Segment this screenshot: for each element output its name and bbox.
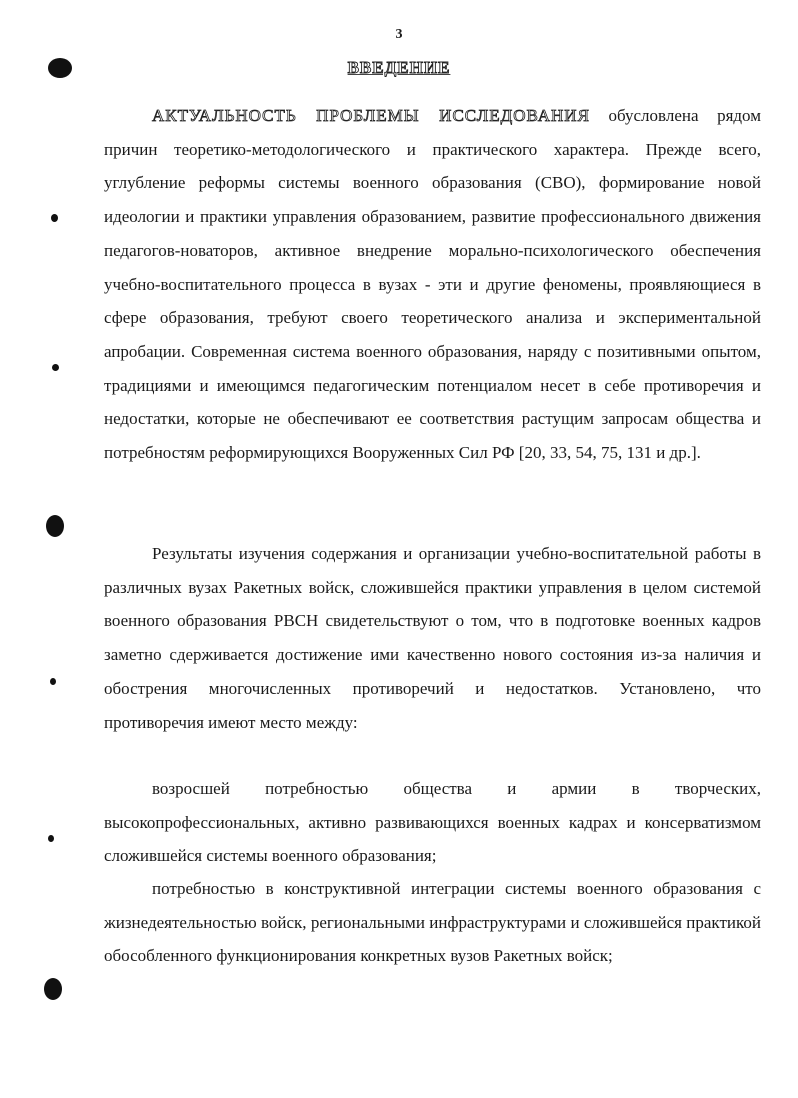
scan-hole-mark [48, 58, 72, 78]
page-number: 3 [395, 27, 403, 42]
scan-hole-mark [44, 978, 62, 1000]
scan-speck-mark [52, 364, 59, 371]
relevance-lead: АКТУАЛЬНОСТЬ ПРОБЛЕМЫ ИССЛЕДОВАНИЯ [152, 106, 590, 125]
relevance-text: обусловлена рядом причин теоретико-методологического и практического характера. Прежде всего, углубление реформы системы военного образования (СВО), формирование новой идеологии и практики управления образованием, развитие профессионального движения педагогов-новаторов, активное внедрение морально-психологического обеспечения учебно-воспитательного процесса в вузах - эти и другие феномены, проявляющиеся в сфере образования, требуют своего теоретического анализа и экспериментальной апробации. Современная система военного образования, наряду с позитивными опытом, традициями и имеющимся педагогическим потенциалом несет в себе противоречия и недостатки, которые не обеспечивают ее соответствия растущим запросам общества и потребностям реформирующихся Вооруженных Сил РФ [20, 33, 54, 75, 131 и др.]. [104, 106, 761, 463]
section-heading: ВВЕДЕНИЕ [347, 58, 451, 77]
paragraph-relevance [104, 99, 761, 470]
results-text: Результаты изучения содержания и организации учебно-воспитательной работы в различных вузах Ракетных войск, сложившейся практики управления в целом системой военного образования РВСН свидетельствуют о том, что в подготовке военных кадров заметно сдерживается достижение ими качественно нового состояния из-за наличия и обострения многочисленных противоречий и недостатков. Установлено, что противоречия имеют место между: [104, 544, 761, 732]
paragraph-contradiction-1 [104, 772, 761, 873]
paragraph-results [104, 537, 761, 739]
scan-speck-mark [50, 678, 56, 685]
scan-speck-mark [51, 214, 58, 222]
scan-hole-mark [46, 515, 64, 537]
contradiction-2-text: потребностью в конструктивной интеграции системы военного образования с жизнедеятельностью войск, региональными инфраструктурами и сложившейся практикой обособленного функционирования конкретных вузов Ракетных войск; [104, 879, 761, 966]
scan-speck-mark [48, 835, 54, 842]
paragraph-contradiction-2 [104, 872, 761, 973]
contradiction-1-text: возросшей потребностью общества и армии в творческих, высокопрофессиональных, активно развивающихся военных кадрах и консерватизмом сложившейся системы военного образования; [104, 779, 761, 866]
